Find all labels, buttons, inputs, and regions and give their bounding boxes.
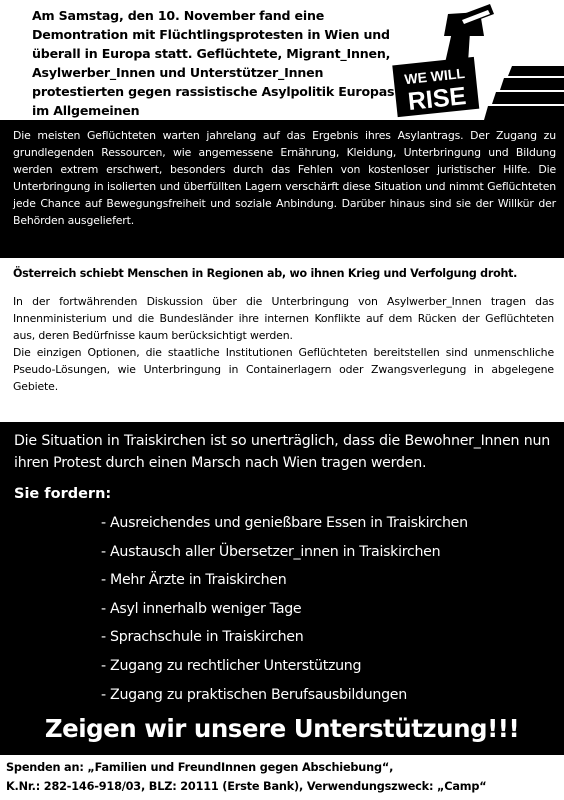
asylum-situation-text: Die meisten Geflüchteten warten jahrelang auf das Ergebnis ihres Asylantrags. Der Zugang zu grundlegenden Ressourcen, wie angemessene Ernährung, Kleidung, Unterbringung und Bildung werden extrem erschwert, besonders durch das Fehlen von kostenloser juristischer Hilfe. Die Unterbringung in isolierten und überfüllten Lagern verschärft diese Situation und nimmt Geflüchteten jede Chance auf Bewegungsfreiheit und soziale Anbindung. Darüber hinaus sind sie der Willkür der Behörden ausgeliefert. <box>13 129 556 227</box>
traiskirchen-situation-text: Die Situation in Traiskirchen ist so unerträglich, dass die Bewohner_Innen nun ihren Protest durch einen Marsch nach Wien tragen werden. <box>14 433 550 471</box>
support-call-to-action: Zeigen wir unsere Unterstützung!!! <box>44 714 520 743</box>
traiskirchen-block <box>0 422 564 755</box>
demand-item: - Asyl innerhalb weniger Tage <box>101 600 302 617</box>
deportation-headline: Österreich schiebt Menschen in Regionen ab, wo ihnen Krieg und Verfolgung droht. <box>13 267 518 280</box>
demands-list <box>14 509 550 709</box>
demand-item: - Austausch aller Übersetzer_innen in Traiskirchen <box>101 543 441 560</box>
housing-discussion-text: In der fortwährenden Diskussion über die Unterbringung von Asylwerber_Innen tragen das Innenministerium und die Bundesländer ihre internen Konflikte auf dem Rücken der Geflüchteten aus, deren Bedürfnisse kaum berücksichtigt werden. <box>13 295 554 342</box>
we-will-rise-logo <box>388 2 564 122</box>
demand-item: - Ausreichendes und genießbare Essen in Traiskirchen <box>101 515 468 531</box>
donation-recipient: Spenden an: „Familien und FreundInnen gegen Abschiebung“, <box>6 761 394 774</box>
demand-item: - Zugang zu rechtlicher Unterstützung <box>101 657 362 674</box>
asylum-situation-block <box>0 120 564 258</box>
logo-text-line1: WE WILL <box>403 64 466 88</box>
demand-item: - Mehr Ärzte in Traiskirchen <box>101 572 287 589</box>
demand-item: - Zugang zu praktischen Berufsausbildungen <box>101 686 407 703</box>
demands-heading: Sie fordern: <box>14 486 112 502</box>
header <box>0 0 564 120</box>
demand-item: - Sprachschule in Traiskirchen <box>101 629 304 646</box>
intro-text: Am Samstag, den 10. November fand eine Demontration mit Flüchtlingsprotesten in Wien und überall in Europa statt. Geflüchtete, Migrant_Innen, Asylwerber_Innen und Unterstützer_Innen protestierten gegen rassistische Asylpolitik Europas im Allgemeinen <box>32 8 395 118</box>
donation-footer <box>0 755 564 800</box>
bank-details: K.Nr.: 282-146-918/03, BLZ: 20111 (Erste Bank), Verwendungszweck: „Camp“ <box>6 780 487 793</box>
deportation-section <box>0 258 564 422</box>
logo-text-line2: RISE <box>406 81 468 116</box>
state-options-text: Die einzigen Optionen, die staatliche Institutionen Geflüchteten bereitstellen sind unmenschliche Pseudo-Lösungen, wie Unterbringung in Containerlagern oder Zwangsverlegung in abgelegene Gebiete. <box>13 346 554 393</box>
